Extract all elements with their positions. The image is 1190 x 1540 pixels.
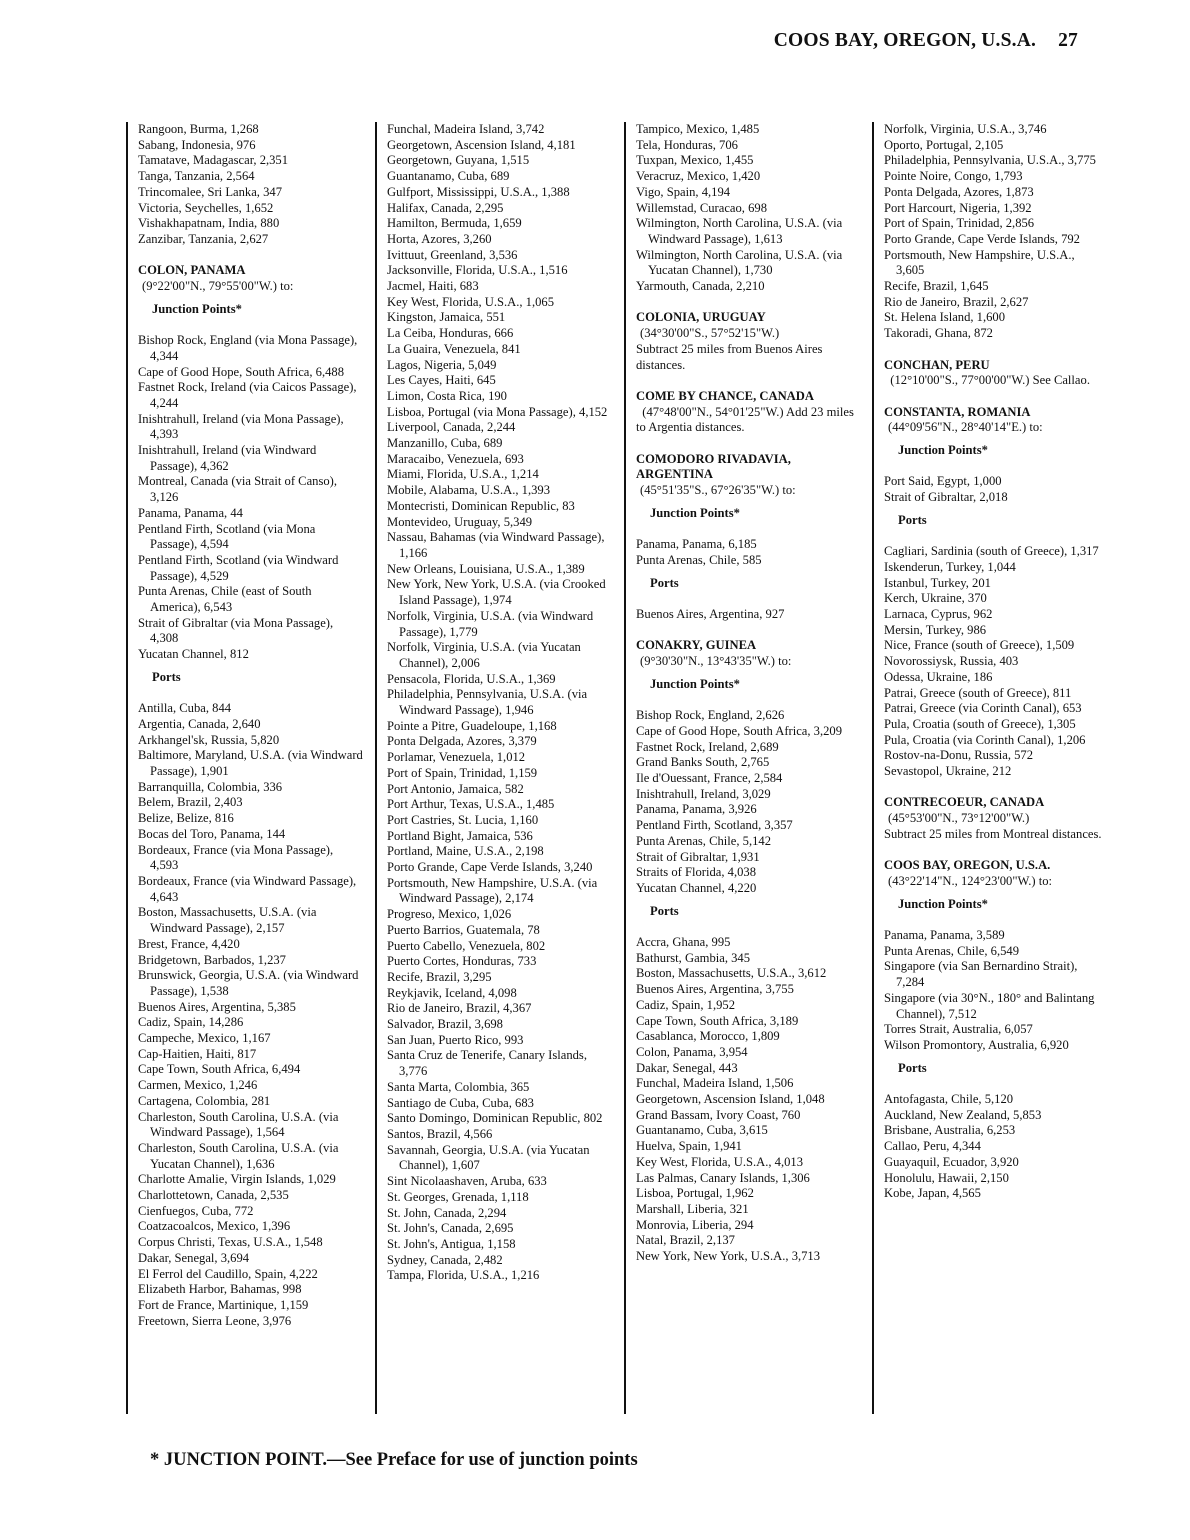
distance-entry: Cape of Good Hope, South Africa, 6,488 <box>138 364 345 379</box>
distance-entry: Baltimore, Maryland, U.S.A. (via Windward Passage), 1,901 <box>138 748 363 779</box>
distance-entry: Strait of Gibraltar, 2,018 <box>884 490 1008 505</box>
distance-entry: Maracaibo, Venezuela, 693 <box>387 451 524 466</box>
distance-entry: New Orleans, Louisiana, U.S.A., 1,389 <box>387 561 585 576</box>
distance-entry: Panama, Panama, 44 <box>138 505 243 520</box>
distance-entry: Sabang, Indonesia, 976 <box>138 137 256 152</box>
section-subheading: Ports <box>898 512 927 527</box>
distance-entry: Grand Bassam, Ivory Coast, 760 <box>636 1107 801 1122</box>
distance-entry: Singapore (via 30°N., 180° and Balintang Channel), 7,512 <box>884 990 1095 1021</box>
distance-entry: Mersin, Turkey, 986 <box>884 622 987 637</box>
distance-entry: Arkhangel'sk, Russia, 5,820 <box>138 732 280 747</box>
distance-entry: Straits of Florida, 4,038 <box>636 865 756 880</box>
distance-entry: Belize, Belize, 816 <box>138 811 234 826</box>
distance-entry: Pentland Firth, Scotland (via Windward Passage), 4,529 <box>138 552 339 583</box>
distance-entry: Manzanillo, Cuba, 689 <box>387 436 503 451</box>
port-heading: COME BY CHANCE, CANADA <box>636 388 814 403</box>
distance-entry: Georgetown, Guyana, 1,515 <box>387 153 530 168</box>
distance-entry: Bishop Rock, England (via Mona Passage), 4,344 <box>138 333 358 363</box>
coordinates: (45°51'35"S., 67°26'35"W.) to: <box>640 483 796 498</box>
distance-entry: Santa Cruz de Tenerife, Canary Islands, 3,776 <box>387 1048 587 1079</box>
coordinates: (45°53'00"N., 73°12'00"W.) <box>888 811 1030 826</box>
distance-entry: Charleston, South Carolina, U.S.A. (via Windward Passage), 1,564 <box>138 1109 339 1140</box>
distance-entry: Tanga, Tanzania, 2,564 <box>138 169 255 184</box>
distance-entry: Inishtrahull, Ireland (via Windward Passage), 4,362 <box>138 443 317 473</box>
distance-entry: El Ferrol del Caudillo, Spain, 4,222 <box>138 1266 318 1281</box>
distance-entry: Iskenderun, Turkey, 1,044 <box>884 559 1016 574</box>
distance-entry: Callao, Peru, 4,344 <box>884 1139 981 1154</box>
distance-entry: Cadiz, Spain, 14,286 <box>138 1015 244 1030</box>
distance-entry: Port of Spain, Trinidad, 2,856 <box>884 216 1035 231</box>
distance-entry: Pentland Firth, Scotland, 3,357 <box>636 818 793 833</box>
distance-entry: Bridgetown, Barbados, 1,237 <box>138 952 286 967</box>
section-subheading: Ports <box>650 575 679 590</box>
distance-entry: Strait of Gibraltar, 1,931 <box>636 849 760 864</box>
section-subheading: Junction Points* <box>898 896 988 911</box>
distance-entry: Lisboa, Portugal (via Mona Passage), 4,152 <box>387 404 608 419</box>
distance-entry: Progreso, Mexico, 1,026 <box>387 907 512 922</box>
section-subheading: Junction Points* <box>650 676 740 691</box>
distance-entry: Antilla, Cuba, 844 <box>138 701 232 716</box>
distance-entry: Hamilton, Bermuda, 1,659 <box>387 216 522 231</box>
coordinates: (43°22'14"N., 124°23'00"W.) to: <box>888 873 1053 888</box>
distance-entry: Port Antonio, Jamaica, 582 <box>387 781 524 796</box>
distance-entry: Port of Spain, Trinidad, 1,159 <box>387 765 538 780</box>
distance-entry: St. John, Canada, 2,294 <box>387 1205 507 1220</box>
distance-entry: Les Cayes, Haiti, 645 <box>387 373 496 388</box>
note: Subtract 25 miles from Buenos Aires distances. <box>636 341 823 372</box>
distance-entry: Fort de France, Martinique, 1,159 <box>138 1297 309 1312</box>
footnote: * JUNCTION POINT.—See Preface for use of junction points <box>150 1450 638 1470</box>
distance-entry: Halifax, Canada, 2,295 <box>387 200 504 215</box>
distance-entry: Fastnet Rock, Ireland (via Caicos Passage), 4,244 <box>138 380 357 410</box>
distance-entry: Santos, Brazil, 4,566 <box>387 1127 493 1141</box>
distance-entry: Santo Domingo, Dominican Republic, 802 <box>387 1111 603 1126</box>
distance-entry: Boston, Massachusetts, U.S.A., 3,612 <box>636 966 827 981</box>
distance-entry: Huelva, Spain, 1,941 <box>636 1139 742 1154</box>
distance-entry: Wilmington, North Carolina, U.S.A. (via Yucatan Channel), 1,730 <box>636 247 843 278</box>
distance-entry: Rangoon, Burma, 1,268 <box>138 122 259 136</box>
distance-entry: Ponta Delgada, Azores, 3,379 <box>387 734 537 749</box>
distance-entry: Philadelphia, Pennsylvania, U.S.A., 3,775 <box>884 153 1096 168</box>
distance-entry: Accra, Ghana, 995 <box>636 935 731 950</box>
distance-entry: Guayaquil, Ecuador, 3,920 <box>884 1154 1019 1169</box>
distance-entry: Recife, Brazil, 1,645 <box>884 279 989 294</box>
distance-entry: Cagliari, Sardinia (south of Greece), 1,317 <box>884 544 1099 559</box>
section-subheading: Junction Points* <box>650 505 740 520</box>
distance-entry: Pensacola, Florida, U.S.A., 1,369 <box>387 671 556 686</box>
distance-entry: Punta Arenas, Chile, 5,142 <box>636 833 772 848</box>
distance-entry: Key West, Florida, U.S.A., 1,065 <box>387 294 555 309</box>
distance-entry: Yarmouth, Canada, 2,210 <box>636 279 765 294</box>
distance-entry: Cape Town, South Africa, 3,189 <box>636 1013 799 1028</box>
distance-entry: Reykjavik, Iceland, 4,098 <box>387 985 517 1000</box>
column-2 <box>375 122 615 1414</box>
page-number: 27 <box>1058 30 1078 51</box>
port-heading: COLONIA, URUGUAY <box>636 310 766 325</box>
distance-entry: Mobile, Alabama, U.S.A., 1,393 <box>387 483 551 498</box>
distance-entry: Buenos Aires, Argentina, 5,385 <box>138 999 296 1014</box>
distance-entry: Coatzacoalcos, Mexico, 1,396 <box>138 1219 291 1234</box>
distance-entry: Portland, Maine, U.S.A., 2,198 <box>387 844 544 859</box>
distance-entry: Port Said, Egypt, 1,000 <box>884 474 1002 489</box>
distance-entry: Bishop Rock, England, 2,626 <box>636 708 785 723</box>
distance-entry: Natal, Brazil, 2,137 <box>636 1233 735 1248</box>
section-subheading: Ports <box>650 903 679 918</box>
distance-entry: La Guaira, Venezuela, 841 <box>387 341 521 356</box>
distance-entry: San Juan, Puerto Rico, 993 <box>387 1032 524 1047</box>
distance-entry: Wilmington, North Carolina, U.S.A. (via Windward Passage), 1,613 <box>636 216 843 246</box>
distance-entry: Cap-Haitien, Haiti, 817 <box>138 1046 257 1061</box>
distance-entry: Tamatave, Madagascar, 2,351 <box>138 153 289 168</box>
section-subheading: Ports <box>898 1060 927 1075</box>
distance-entry: Veracruz, Mexico, 1,420 <box>636 169 761 184</box>
distance-entry: Bordeaux, France (via Windward Passage), 4,643 <box>138 874 357 904</box>
distance-entry: New York, New York, U.S.A., 3,713 <box>636 1249 821 1264</box>
distance-entry: Bordeaux, France (via Mona Passage), 4,593 <box>138 842 334 873</box>
distance-entry: Montecristi, Dominican Republic, 83 <box>387 498 575 513</box>
distance-entry: Carmen, Mexico, 1,246 <box>138 1078 258 1093</box>
distance-entry: Boston, Massachusetts, U.S.A. (via Windward Passage), 2,157 <box>138 905 317 936</box>
section-subheading: Junction Points* <box>898 443 988 458</box>
distance-entry: Monrovia, Liberia, 294 <box>636 1217 754 1232</box>
distance-entry: Kobe, Japan, 4,565 <box>884 1186 981 1201</box>
distance-entry: Santa Marta, Colombia, 365 <box>387 1079 530 1094</box>
distance-entry: Inishtrahull, Ireland, 3,029 <box>636 786 771 801</box>
distance-entry: Vishakhapatnam, India, 880 <box>138 216 280 231</box>
distance-entry: Jacmel, Haiti, 683 <box>387 279 479 294</box>
distance-entry: Ile d'Ouessant, France, 2,584 <box>636 771 783 786</box>
distance-entry: St. Georges, Grenada, 1,118 <box>387 1189 529 1204</box>
distance-entry: Ivittuut, Greenland, 3,536 <box>387 247 518 262</box>
distance-entry: Pointe a Pitre, Guadeloupe, 1,168 <box>387 718 557 733</box>
distance-entry: Pointe Noire, Congo, 1,793 <box>884 169 1023 184</box>
distance-entry: Antofagasta, Chile, 5,120 <box>884 1092 1014 1107</box>
distance-entry: Kingston, Jamaica, 551 <box>387 310 506 325</box>
distance-entry: Corpus Christi, Texas, U.S.A., 1,548 <box>138 1235 323 1250</box>
distance-entry: Fastnet Rock, Ireland, 2,689 <box>636 739 779 754</box>
distance-entry: Portsmouth, New Hampshire, U.S.A., 3,605 <box>884 247 1075 278</box>
distance-entry: Charlottetown, Canada, 2,535 <box>138 1188 289 1203</box>
distance-entry: Nassau, Bahamas (via Windward Passage), 1,166 <box>387 530 605 560</box>
distance-entry: Porto Grande, Cape Verde Islands, 3,240 <box>387 860 593 875</box>
distance-entry: Dakar, Senegal, 3,694 <box>138 1250 250 1265</box>
distance-entry: Buenos Aires, Argentina, 927 <box>636 607 785 622</box>
distance-entry: Port Castries, St. Lucia, 1,160 <box>387 812 539 827</box>
port-heading: CONAKRY, GUINEA <box>636 638 757 653</box>
distance-entry: Puerto Cabello, Venezuela, 802 <box>387 938 546 953</box>
section-subheading: Ports <box>152 669 181 684</box>
distance-entry: Sydney, Canada, 2,482 <box>387 1252 503 1267</box>
distance-entry: Las Palmas, Canary Islands, 1,306 <box>636 1170 810 1185</box>
distance-entry: Strait of Gibraltar (via Mona Passage), 4,308 <box>138 615 334 646</box>
distance-entry: Patrai, Greece (via Corinth Canal), 653 <box>884 701 1082 716</box>
distance-entry: Brest, France, 4,420 <box>138 936 240 951</box>
distance-entry: Cape of Good Hope, South Africa, 3,209 <box>636 723 843 738</box>
distance-entry: Panama, Panama, 3,589 <box>884 928 1005 943</box>
distance-entry: Funchal, Madeira Island, 3,742 <box>387 122 545 136</box>
distance-entry: Portsmouth, New Hampshire, U.S.A. (via Windward Passage), 2,174 <box>387 875 598 906</box>
distance-entry: Miami, Florida, U.S.A., 1,214 <box>387 467 539 482</box>
distance-entry: Istanbul, Turkey, 201 <box>884 575 991 590</box>
distance-entry: Trincomalee, Sri Lanka, 347 <box>138 184 282 199</box>
distance-entry: Belem, Brazil, 2,403 <box>138 795 243 810</box>
distance-entry: Colon, Panama, 3,954 <box>636 1044 748 1059</box>
distance-entry: Casablanca, Morocco, 1,809 <box>636 1029 780 1044</box>
distance-entry: Guantanamo, Cuba, 3,615 <box>636 1123 768 1138</box>
coordinates: (9°30'30"N., 13°43'35"W.) to: <box>640 654 792 669</box>
distance-entry: Port Arthur, Texas, U.S.A., 1,485 <box>387 797 555 812</box>
distance-entry: Pentland Firth, Scotland (via Mona Passage), 4,594 <box>138 521 316 552</box>
distance-entry: Nice, France (south of Greece), 1,509 <box>884 638 1075 653</box>
distance-entry: Jacksonville, Florida, U.S.A., 1,516 <box>387 263 568 278</box>
distance-entry: Porto Grande, Cape Verde Islands, 792 <box>884 231 1080 246</box>
distance-entry: Recife, Brazil, 3,295 <box>387 969 492 984</box>
distance-entry: Tampico, Mexico, 1,485 <box>636 122 760 136</box>
distance-entry: Honolulu, Hawaii, 2,150 <box>884 1170 1009 1185</box>
distance-entry: Tampa, Florida, U.S.A., 1,216 <box>387 1268 540 1283</box>
distance-entry: Novorossiysk, Russia, 403 <box>884 654 1019 669</box>
running-header <box>774 30 1078 52</box>
column-1 <box>126 122 364 1414</box>
distance-entry: Argentia, Canada, 2,640 <box>138 716 261 731</box>
distance-entry: Puerto Cortes, Honduras, 733 <box>387 954 537 969</box>
port-heading: CONCHAN, PERU <box>884 357 990 372</box>
distance-entry: Dakar, Senegal, 443 <box>636 1060 738 1075</box>
distance-entry: Torres Strait, Australia, 6,057 <box>884 1022 1033 1037</box>
distance-entry: Cienfuegos, Cuba, 772 <box>138 1203 254 1218</box>
distance-entry: Wilson Promontory, Australia, 6,920 <box>884 1037 1069 1052</box>
note: Subtract 25 miles from Montreal distances. <box>884 826 1102 841</box>
distance-entry: Funchal, Madeira Island, 1,506 <box>636 1076 794 1091</box>
distance-entry: Bocas del Toro, Panama, 144 <box>138 826 286 841</box>
note: (12°10'00"S., 77°00'00"W.) See Callao. <box>884 373 1090 388</box>
distance-entry: Horta, Azores, 3,260 <box>387 231 492 246</box>
distance-entry: Santiago de Cuba, Cuba, 683 <box>387 1095 534 1110</box>
port-heading: CONSTANTA, ROMANIA <box>884 404 1031 419</box>
port-heading: COLON, PANAMA <box>138 263 246 278</box>
distance-entry: Kerch, Ukraine, 370 <box>884 591 987 606</box>
distance-entry: Freetown, Sierra Leone, 3,976 <box>138 1313 292 1328</box>
distance-entry: Auckland, New Zealand, 5,853 <box>884 1107 1042 1122</box>
distance-entry: Ponta Delgada, Azores, 1,873 <box>884 184 1034 199</box>
port-heading: CONTRECOEUR, CANADA <box>884 795 1045 810</box>
distance-entry: Porlamar, Venezuela, 1,012 <box>387 750 526 765</box>
distance-entry: Yucatan Channel, 812 <box>138 647 249 662</box>
distance-entry: Tela, Honduras, 706 <box>636 137 738 152</box>
distance-entry: Gulfport, Mississippi, U.S.A., 1,388 <box>387 184 570 199</box>
distance-entry: Inishtrahull, Ireland (via Mona Passage), 4,393 <box>138 411 344 442</box>
distance-entry: Bathurst, Gambia, 345 <box>636 950 751 965</box>
distance-entry: Sint Nicolaashaven, Aruba, 633 <box>387 1174 547 1189</box>
column-3 <box>624 122 862 1414</box>
distance-entry: Panama, Panama, 3,926 <box>636 802 757 817</box>
distance-entry: Punta Arenas, Chile, 6,549 <box>884 943 1020 958</box>
distance-entry: Punta Arenas, Chile, 585 <box>636 552 762 567</box>
distance-entry: Savannah, Georgia, U.S.A. (via Yucatan Channel), 1,607 <box>387 1142 590 1173</box>
port-heading: COOS BAY, OREGON, U.S.A. <box>884 858 1051 873</box>
distance-entry: Patrai, Greece (south of Greece), 811 <box>884 685 1072 700</box>
distance-entry: Yucatan Channel, 4,220 <box>636 880 757 895</box>
distance-entry: Georgetown, Ascension Island, 1,048 <box>636 1092 825 1107</box>
distance-entry: Victoria, Seychelles, 1,652 <box>138 200 274 215</box>
distance-entry: Cartagena, Colombia, 281 <box>138 1093 271 1108</box>
distance-entry: Charleston, South Carolina, U.S.A. (via Yucatan Channel), 1,636 <box>138 1140 339 1171</box>
coordinates: (44°09'56"N., 28°40'14"E.) to: <box>888 420 1043 435</box>
port-heading: COMODORO RIVADAVIA, ARGENTINA <box>636 451 791 482</box>
distance-entry: Marshall, Liberia, 321 <box>636 1201 749 1216</box>
distance-entry: Zanzibar, Tanzania, 2,627 <box>138 231 269 246</box>
distance-entry: Odessa, Ukraine, 186 <box>884 669 993 684</box>
distance-entry: Portland Bight, Jamaica, 536 <box>387 828 533 843</box>
distance-entry: Pula, Croatia (south of Greece), 1,305 <box>884 716 1076 731</box>
distance-entry: Key West, Florida, U.S.A., 4,013 <box>636 1154 804 1169</box>
distance-entry: Singapore (via San Bernardino Strait), 7,284 <box>884 959 1078 990</box>
distance-entry: Cape Town, South Africa, 6,494 <box>138 1062 301 1077</box>
distance-entry: Salvador, Brazil, 3,698 <box>387 1017 503 1032</box>
distance-entry: Brisbane, Australia, 6,253 <box>884 1123 1016 1138</box>
distance-entry: Sevastopol, Ukraine, 212 <box>884 764 1012 779</box>
distance-entry: Grand Banks South, 2,765 <box>636 755 770 770</box>
distance-entry: Oporto, Portugal, 2,105 <box>884 137 1004 152</box>
distance-entry: St. John's, Antigua, 1,158 <box>387 1236 516 1251</box>
distance-entry: Elizabeth Harbor, Bahamas, 998 <box>138 1282 302 1297</box>
distance-entry: Norfolk, Virginia, U.S.A., 3,746 <box>884 122 1047 136</box>
header-title: COOS BAY, OREGON, U.S.A. <box>773 30 1037 51</box>
distance-entry: Tuxpan, Mexico, 1,455 <box>636 153 754 168</box>
distance-entry: Guantanamo, Cuba, 689 <box>387 169 510 184</box>
distance-entry: Montevideo, Uruguay, 5,349 <box>387 514 533 529</box>
distance-entry: Buenos Aires, Argentina, 3,755 <box>636 982 794 997</box>
distance-entry: St. John's, Canada, 2,695 <box>387 1221 514 1236</box>
distance-entry: Georgetown, Ascension Island, 4,181 <box>387 137 576 152</box>
distance-entry: Lagos, Nigeria, 5,049 <box>387 357 497 372</box>
distance-entry: Larnaca, Cyprus, 962 <box>884 607 993 622</box>
distance-entry: Norfolk, Virginia, U.S.A. (via Yucatan Channel), 2,006 <box>387 640 581 670</box>
distance-entry: Takoradi, Ghana, 872 <box>884 326 993 341</box>
distance-entry: Limon, Costa Rica, 190 <box>387 388 507 403</box>
column-4 <box>872 122 1102 1414</box>
distance-entry: Panama, Panama, 6,185 <box>636 537 757 552</box>
distance-entry: Rostov-na-Donu, Russia, 572 <box>884 748 1034 763</box>
distance-entry: Philadelphia, Pennsylvania, U.S.A. (via Windward Passage), 1,946 <box>387 687 588 718</box>
distance-entry: Vigo, Spain, 4,194 <box>636 184 731 199</box>
coordinates: (9°22'00"N., 79°55'00"W.) to: <box>142 279 294 294</box>
distance-entry: Pula, Croatia (via Corinth Canal), 1,206 <box>884 732 1086 747</box>
note: (47°48'00"N., 54°01'25"W.) Add 23 miles to Argentia distances. <box>636 404 854 435</box>
distance-entry: Willemstad, Curacao, 698 <box>636 200 767 215</box>
distance-entry: Cadiz, Spain, 1,952 <box>636 997 735 1012</box>
distance-entry: Montreal, Canada (via Strait of Canso), 3,126 <box>138 474 337 505</box>
distance-entry: Liverpool, Canada, 2,244 <box>387 420 516 435</box>
distance-entry: Norfolk, Virginia, U.S.A. (via Windward Passage), 1,779 <box>387 608 594 639</box>
distance-entry: Charlotte Amalie, Virgin Islands, 1,029 <box>138 1172 336 1187</box>
distance-entry: Rio de Janeiro, Brazil, 2,627 <box>884 294 1029 309</box>
distance-entry: Puerto Barrios, Guatemala, 78 <box>387 922 540 937</box>
distance-entry: Port Harcourt, Nigeria, 1,392 <box>884 200 1032 215</box>
distance-entry: New York, New York, U.S.A. (via Crooked Island Passage), 1,974 <box>387 577 606 608</box>
distance-entry: Lisboa, Portugal, 1,962 <box>636 1186 754 1201</box>
distance-entry: Brunswick, Georgia, U.S.A. (via Windward Passage), 1,538 <box>138 968 359 998</box>
distance-entry: La Ceiba, Honduras, 666 <box>387 326 514 341</box>
distance-entry: St. Helena Island, 1,600 <box>884 310 1006 325</box>
distance-entry: Rio de Janeiro, Brazil, 4,367 <box>387 1001 532 1016</box>
coordinates: (34°30'00"S., 57°52'15"W.) <box>640 326 780 341</box>
section-subheading: Junction Points* <box>152 301 242 316</box>
distance-entry: Punta Arenas, Chile (east of South America), 6,543 <box>138 584 312 615</box>
distance-entry: Barranquilla, Colombia, 336 <box>138 779 283 794</box>
distance-entry: Campeche, Mexico, 1,167 <box>138 1031 271 1046</box>
